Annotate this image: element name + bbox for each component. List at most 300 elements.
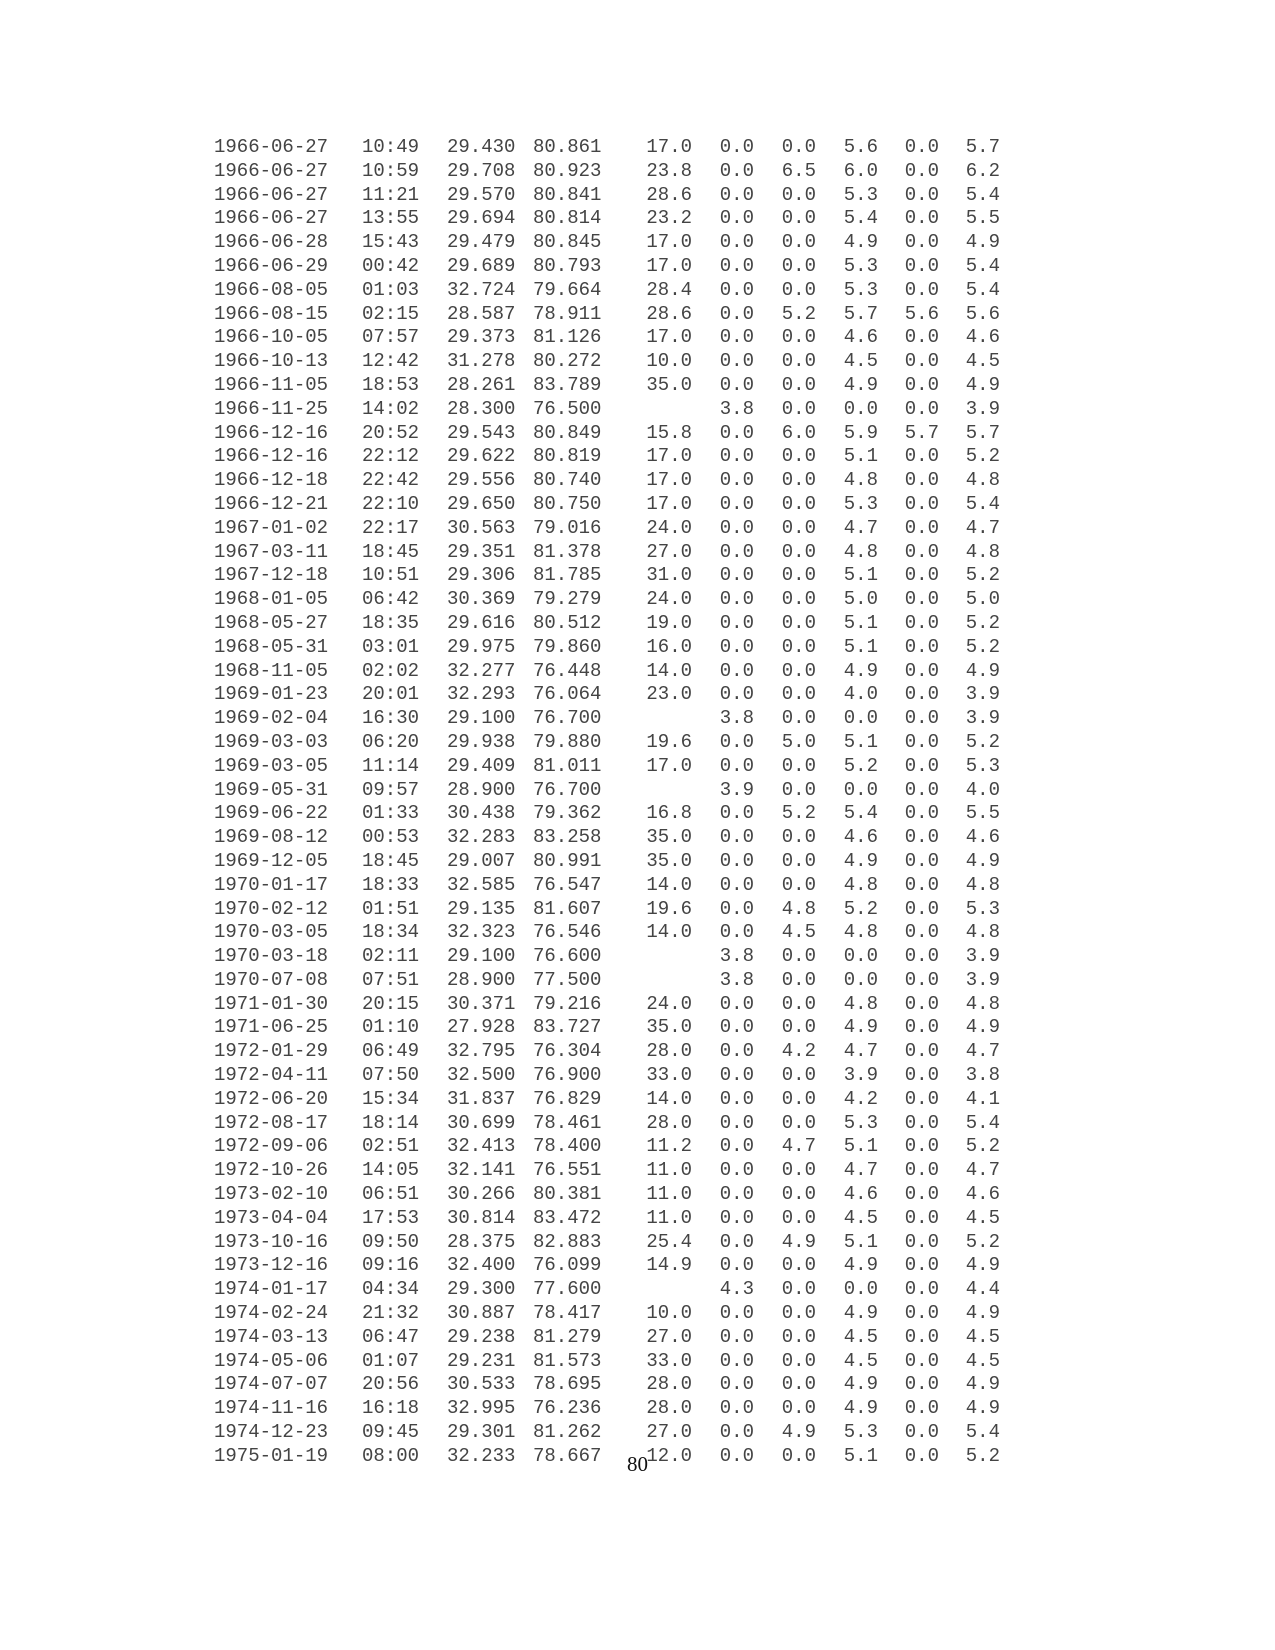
cell-v2: 0.0 — [781, 1254, 816, 1277]
table-row — [214, 1183, 1014, 1207]
cell-v5: 4.5 — [965, 1349, 1000, 1372]
table-row — [214, 517, 1014, 541]
cell-v5: 5.7 — [965, 421, 1000, 444]
cell-v5: 4.9 — [965, 1397, 1000, 1420]
cell-lat: 31.278 — [447, 350, 516, 373]
table-row — [214, 660, 1014, 684]
cell-v3: 0.0 — [843, 778, 878, 801]
table-row — [214, 1207, 1014, 1231]
cell-v1: 0.0 — [719, 159, 754, 182]
cell-v4: 0.0 — [904, 1302, 939, 1325]
cell-depth: 28.4 — [646, 278, 692, 301]
cell-v3: 4.9 — [843, 1373, 878, 1396]
cell-time: 01:51 — [362, 897, 420, 920]
cell-lat: 30.699 — [447, 1111, 516, 1134]
cell-lat: 29.231 — [447, 1349, 516, 1372]
cell-date: 1966-12-16 — [214, 445, 329, 468]
cell-lat: 32.585 — [447, 873, 516, 896]
cell-time: 11:14 — [362, 754, 420, 777]
cell-v4: 0.0 — [904, 659, 939, 682]
cell-depth: 27.0 — [646, 1421, 692, 1444]
cell-v5: 5.2 — [965, 635, 1000, 658]
cell-depth: 17.0 — [646, 445, 692, 468]
cell-v2: 0.0 — [781, 968, 816, 991]
cell-v1: 0.0 — [719, 1159, 754, 1182]
table-row — [214, 1254, 1014, 1278]
cell-depth: 14.0 — [646, 1087, 692, 1110]
cell-date: 1972-01-29 — [214, 1040, 329, 1063]
cell-v3: 0.0 — [843, 1278, 878, 1301]
cell-v4: 0.0 — [904, 207, 939, 230]
table-row — [214, 588, 1014, 612]
cell-time: 18:35 — [362, 611, 420, 634]
cell-lat: 32.323 — [447, 921, 516, 944]
cell-lat: 29.100 — [447, 945, 516, 968]
cell-v4: 0.0 — [904, 1325, 939, 1348]
cell-date: 1966-11-25 — [214, 397, 329, 420]
cell-v4: 5.7 — [904, 421, 939, 444]
cell-v5: 4.8 — [965, 992, 1000, 1015]
cell-time: 22:17 — [362, 516, 420, 539]
cell-v3: 4.0 — [843, 683, 878, 706]
cell-depth: 14.9 — [646, 1254, 692, 1277]
cell-lat: 30.438 — [447, 802, 516, 825]
cell-v4: 0.0 — [904, 611, 939, 634]
cell-depth: 24.0 — [646, 516, 692, 539]
cell-v3: 5.1 — [843, 564, 878, 587]
cell-v4: 0.0 — [904, 1087, 939, 1110]
cell-v1: 0.0 — [719, 1087, 754, 1110]
cell-v4: 0.0 — [904, 278, 939, 301]
cell-v5: 4.8 — [965, 921, 1000, 944]
cell-time: 06:47 — [362, 1325, 420, 1348]
cell-v3: 3.9 — [843, 1064, 878, 1087]
cell-time: 16:30 — [362, 707, 420, 730]
cell-lon: 78.695 — [533, 1373, 602, 1396]
cell-lon: 80.814 — [533, 207, 602, 230]
cell-v2: 0.0 — [781, 635, 816, 658]
table-row — [214, 326, 1014, 350]
cell-v3: 4.7 — [843, 1159, 878, 1182]
cell-v4: 0.0 — [904, 778, 939, 801]
cell-v1: 0.0 — [719, 1016, 754, 1039]
cell-lat: 28.261 — [447, 373, 516, 396]
cell-v1: 0.0 — [719, 1302, 754, 1325]
cell-lon: 79.664 — [533, 278, 602, 301]
cell-v3: 4.9 — [843, 659, 878, 682]
cell-v1: 0.0 — [719, 183, 754, 206]
cell-depth: 25.4 — [646, 1230, 692, 1253]
cell-v3: 5.1 — [843, 445, 878, 468]
cell-v2: 0.0 — [781, 564, 816, 587]
cell-date: 1972-04-11 — [214, 1064, 329, 1087]
cell-v3: 4.9 — [843, 1254, 878, 1277]
cell-v2: 0.0 — [781, 540, 816, 563]
cell-time: 18:45 — [362, 540, 420, 563]
cell-v5: 4.1 — [965, 1087, 1000, 1110]
cell-v5: 3.8 — [965, 1064, 1000, 1087]
table-row — [214, 1326, 1014, 1350]
cell-time: 10:49 — [362, 136, 420, 158]
table-row — [214, 802, 1014, 826]
cell-time: 17:53 — [362, 1206, 420, 1229]
cell-v5: 5.4 — [965, 492, 1000, 515]
cell-date: 1972-09-06 — [214, 1135, 329, 1158]
cell-lat: 29.543 — [447, 421, 516, 444]
cell-depth: 19.0 — [646, 611, 692, 634]
cell-time: 10:51 — [362, 564, 420, 587]
cell-v1: 0.0 — [719, 564, 754, 587]
cell-date: 1974-05-06 — [214, 1349, 329, 1372]
cell-lon: 83.472 — [533, 1206, 602, 1229]
cell-v2: 5.0 — [781, 730, 816, 753]
cell-v1: 3.8 — [719, 968, 754, 991]
cell-depth: 19.6 — [646, 897, 692, 920]
cell-v5: 3.9 — [965, 945, 1000, 968]
cell-lon: 80.740 — [533, 469, 602, 492]
cell-v4: 0.0 — [904, 469, 939, 492]
cell-v3: 0.0 — [843, 945, 878, 968]
cell-depth: 11.0 — [646, 1183, 692, 1206]
cell-v3: 5.1 — [843, 635, 878, 658]
cell-date: 1966-10-05 — [214, 326, 329, 349]
table-row — [214, 422, 1014, 446]
cell-time: 21:32 — [362, 1302, 420, 1325]
cell-date: 1974-12-23 — [214, 1421, 329, 1444]
cell-v1: 4.3 — [719, 1278, 754, 1301]
cell-v1: 0.0 — [719, 635, 754, 658]
cell-lat: 29.556 — [447, 469, 516, 492]
cell-date: 1966-08-05 — [214, 278, 329, 301]
cell-v1: 0.0 — [719, 207, 754, 230]
cell-v4: 0.0 — [904, 1040, 939, 1063]
cell-v4: 0.0 — [904, 802, 939, 825]
cell-v1: 0.0 — [719, 849, 754, 872]
cell-v2: 0.0 — [781, 1111, 816, 1134]
cell-lat: 29.479 — [447, 231, 516, 254]
cell-time: 02:51 — [362, 1135, 420, 1158]
cell-depth: 28.0 — [646, 1040, 692, 1063]
cell-date: 1972-06-20 — [214, 1087, 329, 1110]
cell-v3: 0.0 — [843, 397, 878, 420]
cell-v2: 5.2 — [781, 802, 816, 825]
cell-lat: 29.007 — [447, 849, 516, 872]
cell-depth: 16.8 — [646, 802, 692, 825]
cell-v5: 4.9 — [965, 231, 1000, 254]
cell-lat: 32.141 — [447, 1159, 516, 1182]
cell-lon: 77.600 — [533, 1278, 602, 1301]
cell-depth: 17.0 — [646, 231, 692, 254]
table-row — [214, 374, 1014, 398]
cell-v1: 0.0 — [719, 421, 754, 444]
cell-v2: 6.5 — [781, 159, 816, 182]
cell-v1: 3.8 — [719, 707, 754, 730]
cell-v1: 0.0 — [719, 254, 754, 277]
cell-date: 1966-06-28 — [214, 231, 329, 254]
cell-v4: 0.0 — [904, 1135, 939, 1158]
table-row — [214, 350, 1014, 374]
cell-time: 16:18 — [362, 1397, 420, 1420]
cell-lat: 29.708 — [447, 159, 516, 182]
cell-lon: 79.880 — [533, 730, 602, 753]
cell-depth: 10.0 — [646, 350, 692, 373]
cell-depth: 35.0 — [646, 849, 692, 872]
cell-v2: 0.0 — [781, 1325, 816, 1348]
cell-v5: 3.9 — [965, 707, 1000, 730]
table-row — [214, 398, 1014, 422]
cell-v1: 0.0 — [719, 1040, 754, 1063]
cell-v4: 0.0 — [904, 445, 939, 468]
cell-date: 1974-03-13 — [214, 1325, 329, 1348]
cell-lon: 81.262 — [533, 1421, 602, 1444]
cell-date: 1969-08-12 — [214, 826, 329, 849]
cell-lon: 80.381 — [533, 1183, 602, 1206]
cell-v2: 0.0 — [781, 278, 816, 301]
cell-v4: 0.0 — [904, 921, 939, 944]
cell-v1: 0.0 — [719, 1444, 754, 1467]
cell-v5: 5.4 — [965, 183, 1000, 206]
cell-lon: 76.547 — [533, 873, 602, 896]
cell-v4: 0.0 — [904, 136, 939, 158]
cell-time: 00:42 — [362, 254, 420, 277]
cell-v1: 0.0 — [719, 231, 754, 254]
cell-lat: 29.301 — [447, 1421, 516, 1444]
cell-time: 09:16 — [362, 1254, 420, 1277]
cell-time: 07:51 — [362, 968, 420, 991]
table-row — [214, 1302, 1014, 1326]
cell-lon: 80.923 — [533, 159, 602, 182]
cell-v4: 0.0 — [904, 326, 939, 349]
cell-v2: 4.5 — [781, 921, 816, 944]
cell-v4: 0.0 — [904, 707, 939, 730]
cell-v5: 5.7 — [965, 136, 1000, 158]
cell-time: 01:33 — [362, 802, 420, 825]
cell-v3: 5.4 — [843, 802, 878, 825]
cell-lat: 29.570 — [447, 183, 516, 206]
cell-v2: 0.0 — [781, 350, 816, 373]
cell-time: 18:53 — [362, 373, 420, 396]
cell-lat: 32.995 — [447, 1397, 516, 1420]
cell-v3: 5.4 — [843, 207, 878, 230]
cell-lat: 29.622 — [447, 445, 516, 468]
cell-v4: 0.0 — [904, 873, 939, 896]
cell-v2: 0.0 — [781, 516, 816, 539]
cell-lat: 29.135 — [447, 897, 516, 920]
cell-lon: 79.216 — [533, 992, 602, 1015]
cell-v3: 5.1 — [843, 1230, 878, 1253]
cell-v4: 0.0 — [904, 1183, 939, 1206]
cell-v1: 0.0 — [719, 754, 754, 777]
cell-v1: 0.0 — [719, 873, 754, 896]
cell-time: 15:34 — [362, 1087, 420, 1110]
cell-v2: 0.0 — [781, 945, 816, 968]
cell-depth: 33.0 — [646, 1064, 692, 1087]
table-row — [214, 1016, 1014, 1040]
cell-v1: 0.0 — [719, 921, 754, 944]
cell-lon: 80.819 — [533, 445, 602, 468]
cell-v1: 0.0 — [719, 136, 754, 158]
cell-v3: 5.3 — [843, 183, 878, 206]
cell-lon: 79.362 — [533, 802, 602, 825]
table-row — [214, 136, 1014, 160]
cell-v3: 4.9 — [843, 1302, 878, 1325]
table-row — [214, 1112, 1014, 1136]
cell-v2: 0.0 — [781, 469, 816, 492]
cell-v3: 5.9 — [843, 421, 878, 444]
cell-v2: 0.0 — [781, 183, 816, 206]
table-row — [214, 993, 1014, 1017]
cell-lon: 79.860 — [533, 635, 602, 658]
cell-time: 00:53 — [362, 826, 420, 849]
cell-depth: 10.0 — [646, 1302, 692, 1325]
cell-depth: 27.0 — [646, 1325, 692, 1348]
cell-time: 12:42 — [362, 350, 420, 373]
cell-lat: 31.837 — [447, 1087, 516, 1110]
cell-v2: 0.0 — [781, 707, 816, 730]
cell-time: 11:21 — [362, 183, 420, 206]
cell-v3: 0.0 — [843, 707, 878, 730]
cell-lat: 29.689 — [447, 254, 516, 277]
page-number: 80 — [627, 1452, 648, 1476]
cell-v4: 0.0 — [904, 350, 939, 373]
cell-time: 15:43 — [362, 231, 420, 254]
cell-time: 18:45 — [362, 849, 420, 872]
cell-lon: 76.236 — [533, 1397, 602, 1420]
cell-depth: 17.0 — [646, 754, 692, 777]
table-row — [214, 207, 1014, 231]
cell-v3: 4.9 — [843, 1016, 878, 1039]
cell-time: 06:51 — [362, 1183, 420, 1206]
cell-v2: 0.0 — [781, 611, 816, 634]
cell-v5: 4.9 — [965, 1016, 1000, 1039]
cell-v3: 5.3 — [843, 254, 878, 277]
cell-v2: 0.0 — [781, 1016, 816, 1039]
cell-lon: 76.099 — [533, 1254, 602, 1277]
cell-v2: 0.0 — [781, 1183, 816, 1206]
cell-v3: 4.5 — [843, 1349, 878, 1372]
cell-lon: 81.378 — [533, 540, 602, 563]
cell-v4: 0.0 — [904, 540, 939, 563]
cell-v1: 0.0 — [719, 611, 754, 634]
cell-time: 01:03 — [362, 278, 420, 301]
cell-v4: 0.0 — [904, 754, 939, 777]
cell-lat: 32.724 — [447, 278, 516, 301]
table-row — [214, 898, 1014, 922]
cell-v4: 0.0 — [904, 1159, 939, 1182]
cell-lon: 76.500 — [533, 397, 602, 420]
cell-v5: 5.2 — [965, 1135, 1000, 1158]
cell-lon: 79.016 — [533, 516, 602, 539]
cell-date: 1967-12-18 — [214, 564, 329, 587]
cell-depth: 33.0 — [646, 1349, 692, 1372]
cell-v1: 0.0 — [719, 683, 754, 706]
cell-depth: 14.0 — [646, 873, 692, 896]
table-row — [214, 850, 1014, 874]
cell-time: 13:55 — [362, 207, 420, 230]
cell-lat: 28.587 — [447, 302, 516, 325]
cell-v4: 0.0 — [904, 968, 939, 991]
cell-depth: 24.0 — [646, 992, 692, 1015]
cell-lat: 30.369 — [447, 588, 516, 611]
cell-time: 08:00 — [362, 1444, 420, 1467]
cell-lat: 29.306 — [447, 564, 516, 587]
cell-v2: 0.0 — [781, 1206, 816, 1229]
cell-date: 1973-12-16 — [214, 1254, 329, 1277]
cell-date: 1971-06-25 — [214, 1016, 329, 1039]
cell-date: 1972-08-17 — [214, 1111, 329, 1134]
cell-v1: 0.0 — [719, 1397, 754, 1420]
cell-v5: 5.5 — [965, 207, 1000, 230]
table-row — [214, 279, 1014, 303]
cell-date: 1966-06-27 — [214, 136, 329, 158]
cell-time: 14:05 — [362, 1159, 420, 1182]
cell-lat: 29.430 — [447, 136, 516, 158]
cell-v1: 0.0 — [719, 992, 754, 1015]
cell-v5: 4.6 — [965, 1183, 1000, 1206]
cell-date: 1974-01-17 — [214, 1278, 329, 1301]
cell-v1: 0.0 — [719, 1349, 754, 1372]
cell-v4: 0.0 — [904, 1064, 939, 1087]
cell-v1: 0.0 — [719, 492, 754, 515]
cell-date: 1970-02-12 — [214, 897, 329, 920]
cell-v4: 0.0 — [904, 945, 939, 968]
cell-v4: 0.0 — [904, 683, 939, 706]
cell-date: 1970-03-18 — [214, 945, 329, 968]
cell-v2: 0.0 — [781, 659, 816, 682]
cell-v3: 4.8 — [843, 469, 878, 492]
cell-v3: 4.9 — [843, 231, 878, 254]
cell-depth: 17.0 — [646, 492, 692, 515]
cell-time: 18:14 — [362, 1111, 420, 1134]
cell-v2: 0.0 — [781, 588, 816, 611]
cell-date: 1966-06-27 — [214, 183, 329, 206]
cell-lon: 78.667 — [533, 1444, 602, 1467]
cell-v4: 0.0 — [904, 516, 939, 539]
cell-depth: 28.6 — [646, 183, 692, 206]
cell-depth: 11.2 — [646, 1135, 692, 1158]
cell-depth: 17.0 — [646, 326, 692, 349]
table-row — [214, 683, 1014, 707]
cell-v3: 5.2 — [843, 754, 878, 777]
cell-v2: 4.8 — [781, 897, 816, 920]
cell-v1: 3.8 — [719, 945, 754, 968]
cell-v1: 0.0 — [719, 1373, 754, 1396]
cell-v3: 5.1 — [843, 1444, 878, 1467]
cell-v5: 5.3 — [965, 897, 1000, 920]
cell-depth: 35.0 — [646, 826, 692, 849]
cell-lat: 30.533 — [447, 1373, 516, 1396]
cell-v1: 0.0 — [719, 1135, 754, 1158]
cell-lat: 29.616 — [447, 611, 516, 634]
cell-time: 22:42 — [362, 469, 420, 492]
cell-v4: 0.0 — [904, 1111, 939, 1134]
cell-v5: 5.2 — [965, 445, 1000, 468]
cell-v2: 0.0 — [781, 849, 816, 872]
cell-v3: 5.3 — [843, 278, 878, 301]
cell-depth: 19.6 — [646, 730, 692, 753]
cell-lon: 81.607 — [533, 897, 602, 920]
cell-v2: 0.0 — [781, 1064, 816, 1087]
table-row — [214, 1135, 1014, 1159]
cell-lat: 29.975 — [447, 635, 516, 658]
cell-lon: 82.883 — [533, 1230, 602, 1253]
cell-v1: 0.0 — [719, 730, 754, 753]
cell-v4: 0.0 — [904, 730, 939, 753]
cell-date: 1966-10-13 — [214, 350, 329, 373]
cell-lon: 78.417 — [533, 1302, 602, 1325]
cell-date: 1969-12-05 — [214, 849, 329, 872]
cell-v4: 0.0 — [904, 492, 939, 515]
